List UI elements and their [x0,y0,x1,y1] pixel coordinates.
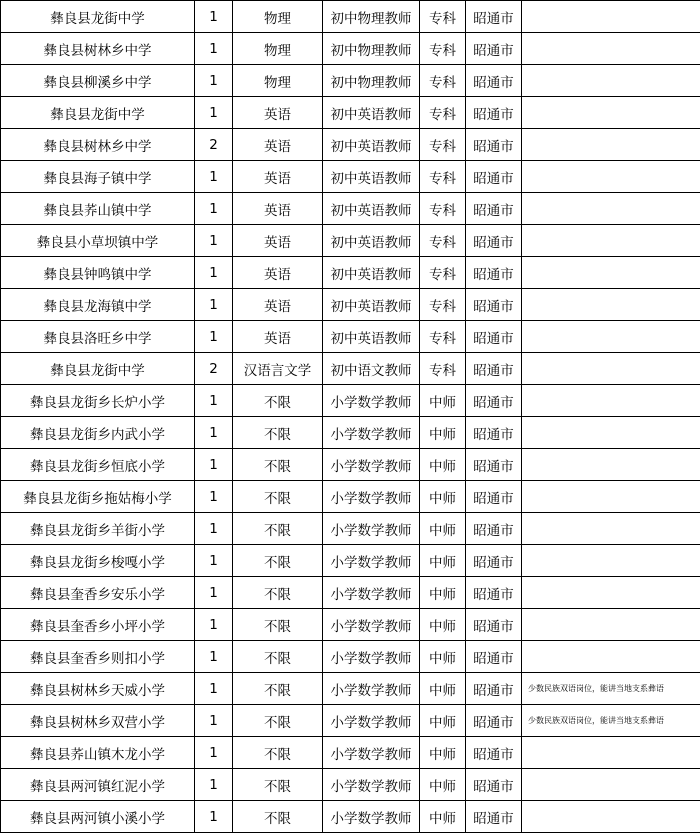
region-cell: 昭通市 [466,321,522,353]
school-name-cell: 彝良县龙街乡内武小学 [1,417,195,449]
subject-cell: 不限 [233,737,323,769]
hire-count-cell: 1 [195,737,233,769]
hire-count-cell: 1 [195,641,233,673]
subject-cell: 不限 [233,513,323,545]
position-cell: 初中英语教师 [323,225,420,257]
school-name-cell: 彝良县奎香乡小坪小学 [1,609,195,641]
position-cell: 初中英语教师 [323,257,420,289]
hire-count-cell: 1 [195,609,233,641]
subject-cell: 不限 [233,609,323,641]
region-cell: 昭通市 [466,577,522,609]
note-cell [522,417,700,449]
school-name-cell: 彝良县龙街乡羊街小学 [1,513,195,545]
region-cell: 昭通市 [466,737,522,769]
note-cell [522,97,700,129]
hire-count-cell: 1 [195,769,233,801]
position-cell: 小学数学教师 [323,609,420,641]
position-cell: 小学数学教师 [323,577,420,609]
note-cell [522,801,700,833]
region-cell: 昭通市 [466,545,522,577]
note-cell [522,353,700,385]
position-cell: 初中物理教师 [323,33,420,65]
note-cell [522,481,700,513]
education-cell: 中师 [420,449,466,481]
subject-cell: 不限 [233,545,323,577]
region-cell: 昭通市 [466,449,522,481]
school-name-cell: 彝良县钟鸣镇中学 [1,257,195,289]
subject-cell: 英语 [233,321,323,353]
region-cell: 昭通市 [466,161,522,193]
subject-cell: 不限 [233,449,323,481]
position-cell: 小学数学教师 [323,801,420,833]
hire-count-cell: 1 [195,225,233,257]
table-row [1,65,700,97]
table-row [1,641,700,673]
region-cell: 昭通市 [466,33,522,65]
region-cell: 昭通市 [466,513,522,545]
education-cell: 专科 [420,321,466,353]
hire-count-cell: 1 [195,321,233,353]
subject-cell: 英语 [233,225,323,257]
position-cell: 小学数学教师 [323,481,420,513]
education-cell: 中师 [420,385,466,417]
school-name-cell: 彝良县奎香乡安乐小学 [1,577,195,609]
position-cell: 初中英语教师 [323,289,420,321]
school-name-cell: 彝良县龙海镇中学 [1,289,195,321]
position-cell: 初中英语教师 [323,321,420,353]
position-cell: 小学数学教师 [323,385,420,417]
table-body [1,1,700,833]
school-name-cell: 彝良县龙街中学 [1,353,195,385]
position-cell: 小学数学教师 [323,705,420,737]
hire-count-cell: 1 [195,65,233,97]
region-cell: 昭通市 [466,289,522,321]
education-cell: 专科 [420,257,466,289]
note-cell [522,449,700,481]
table-row [1,769,700,801]
subject-cell: 英语 [233,129,323,161]
education-cell: 中师 [420,513,466,545]
note-cell [522,193,700,225]
hire-count-cell: 1 [195,1,233,33]
school-name-cell: 彝良县树林乡中学 [1,33,195,65]
education-cell: 中师 [420,577,466,609]
note-cell [522,577,700,609]
education-cell: 中师 [420,481,466,513]
education-cell: 中师 [420,641,466,673]
education-cell: 专科 [420,65,466,97]
hire-count-cell: 1 [195,161,233,193]
position-cell: 小学数学教师 [323,737,420,769]
hire-count-cell: 1 [195,481,233,513]
hire-count-cell: 1 [195,193,233,225]
table-row [1,545,700,577]
hire-count-cell: 1 [195,289,233,321]
region-cell: 昭通市 [466,641,522,673]
region-cell: 昭通市 [466,193,522,225]
school-name-cell: 彝良县树林乡双营小学 [1,705,195,737]
table-row [1,609,700,641]
subject-cell: 汉语言文学 [233,353,323,385]
position-cell: 小学数学教师 [323,545,420,577]
position-cell: 初中英语教师 [323,129,420,161]
table-row [1,705,700,737]
position-cell: 小学数学教师 [323,417,420,449]
table-row [1,801,700,833]
table-row [1,225,700,257]
education-cell: 专科 [420,289,466,321]
hire-count-cell: 1 [195,705,233,737]
education-cell: 中师 [420,769,466,801]
subject-cell: 物理 [233,1,323,33]
subject-cell: 不限 [233,673,323,705]
hire-count-cell: 2 [195,129,233,161]
region-cell: 昭通市 [466,609,522,641]
table-row [1,449,700,481]
education-cell: 中师 [420,673,466,705]
note-cell: 少数民族双语岗位，能讲当地支系彝语 [522,705,700,737]
subject-cell: 不限 [233,641,323,673]
hire-count-cell: 1 [195,385,233,417]
school-name-cell: 彝良县龙街乡恒底小学 [1,449,195,481]
hire-count-cell: 1 [195,673,233,705]
hire-count-cell: 1 [195,577,233,609]
table-row [1,193,700,225]
table-row [1,289,700,321]
table-row [1,33,700,65]
note-cell [522,321,700,353]
table-row [1,577,700,609]
hire-count-cell: 1 [195,513,233,545]
region-cell: 昭通市 [466,65,522,97]
table-row [1,385,700,417]
table-row [1,129,700,161]
hire-count-cell: 1 [195,33,233,65]
table-row [1,737,700,769]
position-cell: 小学数学教师 [323,641,420,673]
note-cell [522,1,700,33]
note-cell [522,33,700,65]
region-cell: 昭通市 [466,97,522,129]
school-name-cell: 彝良县两河镇红泥小学 [1,769,195,801]
table-row [1,481,700,513]
note-cell [522,545,700,577]
region-cell: 昭通市 [466,225,522,257]
school-name-cell: 彝良县荞山镇中学 [1,193,195,225]
subject-cell: 不限 [233,481,323,513]
education-cell: 专科 [420,161,466,193]
subject-cell: 物理 [233,33,323,65]
subject-cell: 不限 [233,417,323,449]
education-cell: 中师 [420,801,466,833]
note-cell [522,161,700,193]
note-cell [522,609,700,641]
subject-cell: 不限 [233,577,323,609]
position-cell: 小学数学教师 [323,769,420,801]
subject-cell: 物理 [233,65,323,97]
region-cell: 昭通市 [466,1,522,33]
education-cell: 专科 [420,353,466,385]
region-cell: 昭通市 [466,801,522,833]
table-row [1,257,700,289]
hire-count-cell: 2 [195,353,233,385]
position-cell: 初中英语教师 [323,161,420,193]
school-name-cell: 彝良县海子镇中学 [1,161,195,193]
position-cell: 初中物理教师 [323,1,420,33]
table-row [1,417,700,449]
region-cell: 昭通市 [466,353,522,385]
school-name-cell: 彝良县龙街中学 [1,97,195,129]
school-name-cell: 彝良县两河镇小溪小学 [1,801,195,833]
school-name-cell: 彝良县龙街中学 [1,1,195,33]
subject-cell: 不限 [233,769,323,801]
region-cell: 昭通市 [466,705,522,737]
table-row [1,321,700,353]
school-name-cell: 彝良县龙街乡拖姑梅小学 [1,481,195,513]
subject-cell: 不限 [233,801,323,833]
note-cell: 少数民族双语岗位，能讲当地支系彝语 [522,673,700,705]
region-cell: 昭通市 [466,257,522,289]
table-row [1,513,700,545]
position-cell: 小学数学教师 [323,673,420,705]
subject-cell: 英语 [233,289,323,321]
position-cell: 初中英语教师 [323,193,420,225]
education-cell: 专科 [420,97,466,129]
table-row [1,353,700,385]
table-row [1,161,700,193]
school-name-cell: 彝良县奎香乡则扣小学 [1,641,195,673]
hire-count-cell: 1 [195,449,233,481]
position-cell: 初中物理教师 [323,65,420,97]
note-cell [522,257,700,289]
hire-count-cell: 1 [195,801,233,833]
region-cell: 昭通市 [466,673,522,705]
table-row [1,673,700,705]
school-name-cell: 彝良县洛旺乡中学 [1,321,195,353]
region-cell: 昭通市 [466,481,522,513]
education-cell: 中师 [420,705,466,737]
subject-cell: 不限 [233,705,323,737]
education-cell: 专科 [420,33,466,65]
note-cell [522,737,700,769]
position-cell: 初中英语教师 [323,97,420,129]
table-row [1,1,700,33]
school-name-cell: 彝良县荞山镇木龙小学 [1,737,195,769]
school-name-cell: 彝良县树林乡中学 [1,129,195,161]
education-cell: 专科 [420,193,466,225]
position-cell: 小学数学教师 [323,449,420,481]
education-cell: 中师 [420,545,466,577]
position-cell: 小学数学教师 [323,513,420,545]
school-name-cell: 彝良县龙街乡梭嘎小学 [1,545,195,577]
note-cell [522,289,700,321]
note-cell [522,65,700,97]
note-cell [522,129,700,161]
school-name-cell: 彝良县龙街乡长炉小学 [1,385,195,417]
note-cell [522,769,700,801]
school-name-cell: 彝良县树林乡天威小学 [1,673,195,705]
subject-cell: 英语 [233,161,323,193]
school-name-cell: 彝良县柳溪乡中学 [1,65,195,97]
hire-count-cell: 1 [195,417,233,449]
hire-count-cell: 1 [195,257,233,289]
subject-cell: 英语 [233,257,323,289]
note-cell [522,225,700,257]
education-cell: 中师 [420,609,466,641]
region-cell: 昭通市 [466,385,522,417]
school-name-cell: 彝良县小草坝镇中学 [1,225,195,257]
hire-count-cell: 1 [195,545,233,577]
region-cell: 昭通市 [466,129,522,161]
subject-cell: 英语 [233,193,323,225]
education-cell: 专科 [420,225,466,257]
subject-cell: 英语 [233,97,323,129]
note-cell [522,513,700,545]
subject-cell: 不限 [233,385,323,417]
table-row [1,97,700,129]
education-cell: 中师 [420,417,466,449]
note-cell [522,385,700,417]
hire-count-cell: 1 [195,97,233,129]
education-cell: 中师 [420,737,466,769]
education-cell: 专科 [420,1,466,33]
region-cell: 昭通市 [466,769,522,801]
education-cell: 专科 [420,129,466,161]
note-cell [522,641,700,673]
region-cell: 昭通市 [466,417,522,449]
position-cell: 初中语文教师 [323,353,420,385]
